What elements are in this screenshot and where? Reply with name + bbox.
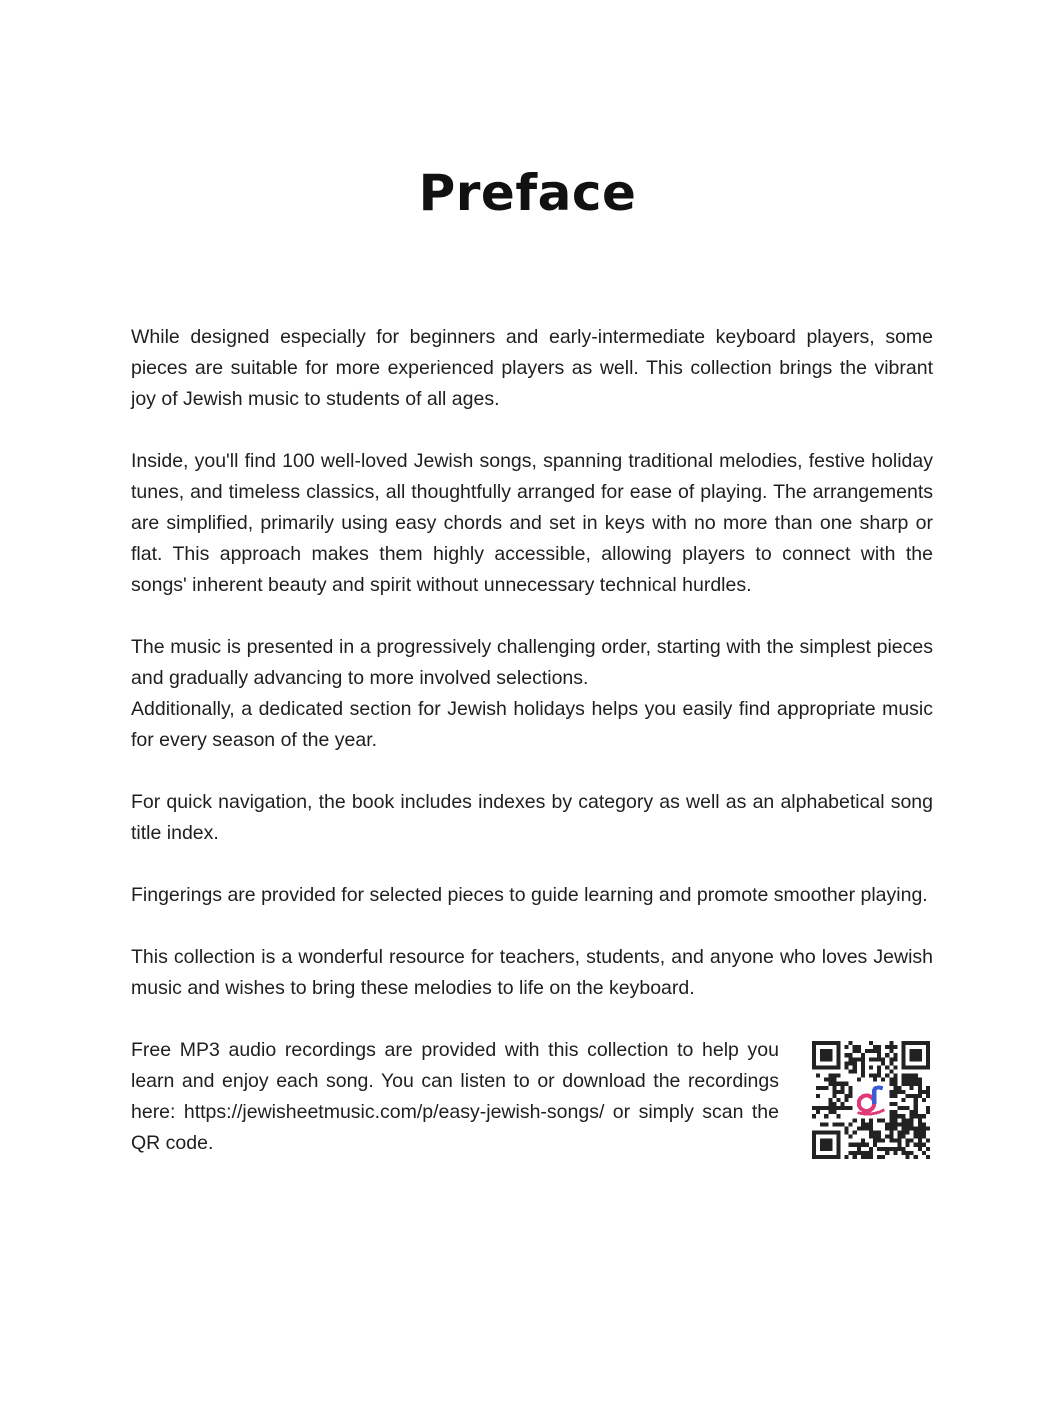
paragraph-intro: While designed especially for beginners and early-intermediate keyboard players, some pieces are suitable for more experienced players as well. This collection brings the vibrant joy of Jewish music to students of all ages.	[131, 326, 933, 410]
qr-code-icon[interactable]	[812, 1041, 930, 1159]
paragraph-fingerings: Fingerings are provided for selected pieces to guide learning and promote smoother playing.	[131, 884, 928, 906]
paragraph-audio: Free MP3 audio recordings are provided with this collection to help you learn and enjoy each song. You can listen to or download the recordings here: https://jewisheetmusic.com/p/easy-jewish-songs/ or simply scan the QR code.	[131, 1039, 779, 1154]
preface-body	[131, 322, 933, 1159]
paragraph-order: The music is presented in a progressively challenging order, starting with the simplest pieces and gradually advancing to more involved selections.	[131, 636, 933, 689]
paragraph-indexes: For quick navigation, the book includes indexes by category as well as an alphabetical song title index.	[131, 791, 933, 844]
paragraph-resource: This collection is a wonderful resource for teachers, students, and anyone who loves Jewish music and wishes to bring these melodies to life on the keyboard.	[131, 946, 933, 999]
page-title: Preface	[418, 164, 637, 222]
paragraph-contents: Inside, you'll find 100 well-loved Jewish songs, spanning traditional melodies, festive holiday tunes, and timeless classics, all thoughtfully arranged for ease of playing. The arrangements are simplified, primarily using easy chords and set in keys with no more than one sharp or flat. This approach makes them highly accessible, allowing players to connect with the songs' inherent beauty and spirit without unnecessary technical hurdles.	[131, 450, 933, 596]
paragraph-holidays: Additionally, a dedicated section for Jewish holidays helps you easily find appropriate music for every season of the year.	[131, 698, 933, 751]
audio-section	[131, 1035, 933, 1159]
